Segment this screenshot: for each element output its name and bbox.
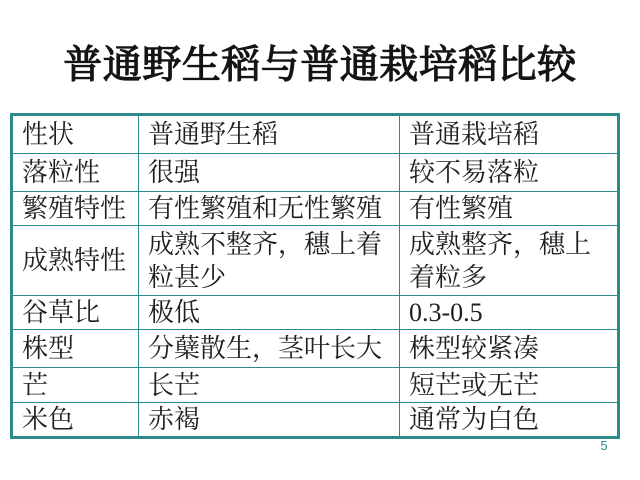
table-cell: 成熟不整齐，穗上着粒甚少 [139, 226, 400, 296]
table-row [12, 403, 619, 438]
table-cell: 长芒 [139, 368, 400, 403]
table-cell: 很强 [139, 154, 400, 192]
row-label: 落粒性 [12, 154, 139, 192]
row-label: 芒 [12, 368, 139, 403]
table-cell: 分蘖散生，茎叶长大 [139, 330, 400, 368]
slide-title: 普通野生稻与普通栽培稻比较 [63, 44, 577, 87]
table-cell: 通常为白色 [400, 403, 619, 438]
table-header-row [12, 115, 619, 154]
row-label: 成熟特性 [12, 226, 139, 296]
table-row [12, 226, 619, 296]
row-label: 株型 [12, 330, 139, 368]
table-row [12, 368, 619, 403]
comparison-table [10, 113, 620, 439]
table-cell: 有性繁殖 [400, 192, 619, 226]
table-cell: 极低 [139, 296, 400, 330]
header-cell-wild-rice: 普通野生稻 [139, 115, 400, 154]
row-label: 繁殖特性 [12, 192, 139, 226]
table-row [12, 154, 619, 192]
header-cell-cultivated-rice: 普通栽培稻 [400, 115, 619, 154]
table-row [12, 330, 619, 368]
table-cell: 0.3-0.5 [400, 296, 619, 330]
table-row [12, 296, 619, 330]
table-cell: 株型较紧凑 [400, 330, 619, 368]
page-number: 5 [600, 438, 608, 453]
table-cell: 较不易落粒 [400, 154, 619, 192]
table-row [12, 192, 619, 226]
table-cell: 赤褐 [139, 403, 400, 438]
row-label: 谷草比 [12, 296, 139, 330]
header-cell-trait: 性状 [12, 115, 139, 154]
table-cell: 有性繁殖和无性繁殖 [139, 192, 400, 226]
table-cell: 成熟整齐，穗上着粒多 [400, 226, 619, 296]
row-label: 米色 [12, 403, 139, 438]
table-cell: 短芒或无芒 [400, 368, 619, 403]
